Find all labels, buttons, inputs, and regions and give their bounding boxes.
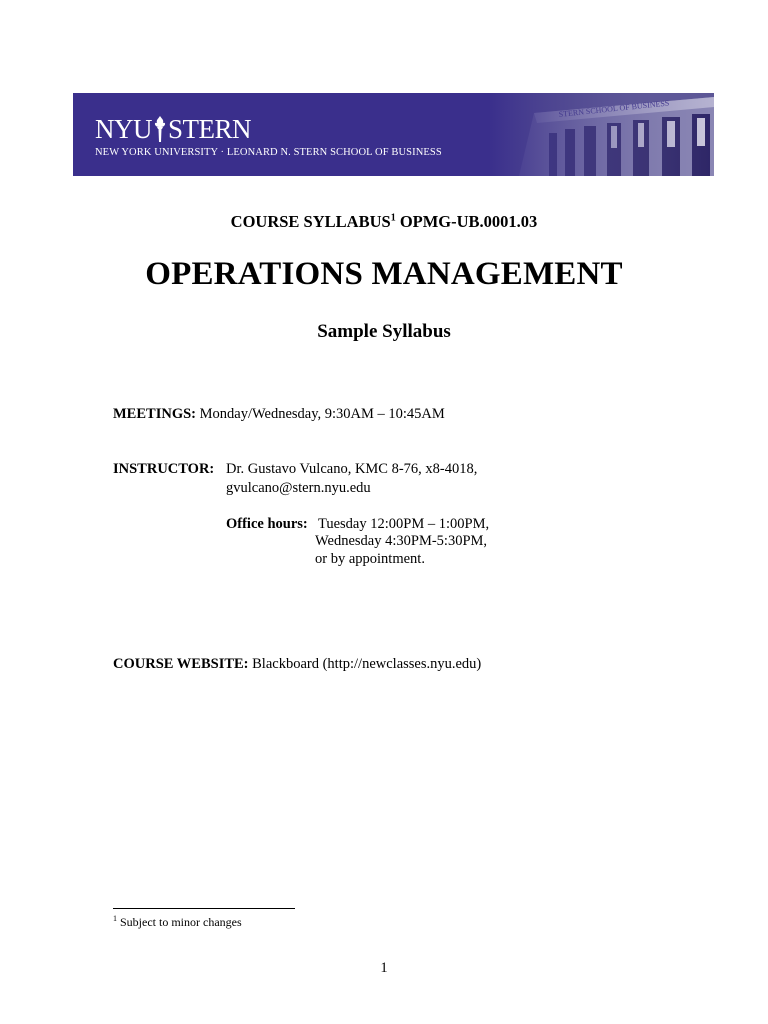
instructor-name: Dr. Gustavo Vulcano, KMC 8-76, x8-4018, [226,461,478,477]
nyu-stern-logo [95,113,442,143]
office-hours-line: Wednesday 4:30PM-5:30PM, [315,533,488,549]
footnote-marker: 1 [113,914,117,923]
course-subtitle: Sample Syllabus [317,321,451,342]
logo-stern-text: STERN [168,114,252,144]
torch-icon [153,115,167,143]
course-number: OPMG-UB.0001.03 [399,212,538,231]
instructor-label-row [113,459,214,479]
course-syllabus-label: COURSE SYLLABUS [230,212,391,231]
footnote-text: Subject to minor changes [120,915,242,929]
office-hours-label-row [226,514,308,534]
office-hours-line: or by appointment. [315,551,425,567]
logo-nyu-text: NYU [95,114,152,144]
footnote [113,914,242,930]
course-title: OPERATIONS MANAGEMENT [145,256,623,292]
meetings-row [113,404,445,424]
meetings-label: MEETINGS: [113,406,196,422]
course-website-row [113,654,481,674]
footnote-divider [113,908,295,909]
office-hours-line: Tuesday 12:00PM – 1:00PM, [318,516,490,532]
banner-subtitle: NEW YORK UNIVERSITY · LEONARD N. STERN SCHOOL OF BUSINESS [95,147,442,158]
banner-logo-block [95,113,442,158]
instructor-label: INSTRUCTOR: [113,461,215,477]
meetings-value: Monday/Wednesday, 9:30AM – 10:45AM [199,406,445,422]
office-hours-label: Office hours: [226,516,308,532]
course-code-heading [0,212,768,232]
building-photo-image [489,93,714,176]
course-website-label: COURSE WEBSITE: [113,656,249,672]
footnote-reference: 1 [390,212,396,224]
course-website-link[interactable]: Blackboard (http://newclasses.nyu.edu) [252,656,482,672]
nyu-stern-banner [73,93,714,176]
page-number: 1 [380,960,388,976]
instructor-email-link[interactable]: gvulcano@stern.nyu.edu [226,480,371,496]
